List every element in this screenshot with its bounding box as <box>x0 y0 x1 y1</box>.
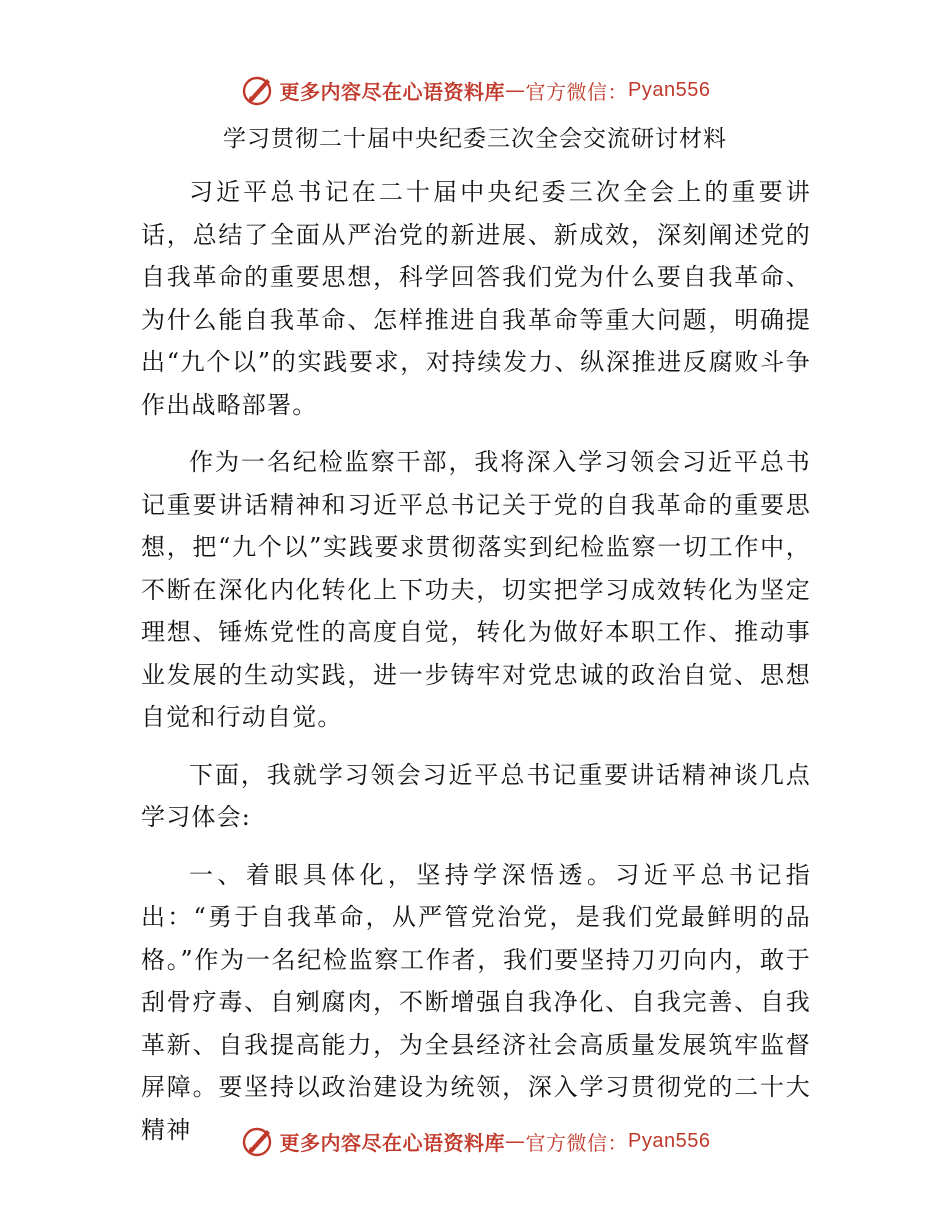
watermark-label: 官方微信： <box>525 79 629 104</box>
paragraph-3: 下面，我就学习领会习近平总书记重要讲话精神谈几点学习体会: <box>141 760 811 831</box>
header-watermark <box>0 70 950 110</box>
footer-watermark <box>0 1121 950 1161</box>
paragraph-4: 一、着眼具体化，坚持学深悟透。习近平总书记指出：“勇于自我革命，从严管党治党，是我们党最鲜明的品格。”作为一名纪检监察工作者，我们要坚持刀刃向内，敢于刮骨疗毒、自剜腐肉，不断增强自我净化、自我完善、自我革新、自我提高能力，为全县经济社会高质量发展筑牢监督屏障。要坚持以政治建设为统领，深入学习贯彻党的二十大精神 <box>141 860 811 1144</box>
paragraph-1: 习近平总书记在二十届中央纪委三次全会上的重要讲话，总结了全面从严治党的新进展、新成效，深刻阐述党的自我革命的重要思想，科学回答我们党为什么要自我革命、为什么能自我革命、怎样推进自我革命等重大问题，明确提出“九个以”的实践要求，对持续发力、纵深推进反腐败斗争作出战略部署。 <box>141 178 811 419</box>
watermark-brand: 更多内容尽在心语资料库 <box>279 79 506 104</box>
watermark-account: Pyan556 <box>628 78 711 101</box>
document-title: 学习贯彻二十届中央纪委三次全会交流研讨材料 <box>223 126 727 152</box>
paragraph-2: 作为一名纪检监察干部，我将深入学习领会习近平总书记重要讲话精神和习近平总书记关于党的自我革命的重要思想，把“九个以”实践要求贯彻落实到纪检监察一切工作中，不断在深化内化转化上下功夫，切实把学习成效转化为坚定理想、锤炼党性的高度自觉，转化为做好本职工作、推动事业发展的生动实践，进一步铸牢对党忠诚的政治自觉、思想自觉和行动自觉。 <box>141 448 811 731</box>
watermark-account: Pyan556 <box>628 1129 711 1152</box>
watermark-dash: — <box>505 78 526 102</box>
watermark-label: 官方微信： <box>525 1130 629 1155</box>
watermark-dash: — <box>505 1129 526 1153</box>
watermark-brand: 更多内容尽在心语资料库 <box>279 1130 506 1155</box>
quill-pen-logo-icon <box>240 72 276 108</box>
document-body <box>141 171 811 1166</box>
quill-pen-logo-icon <box>240 1123 276 1159</box>
